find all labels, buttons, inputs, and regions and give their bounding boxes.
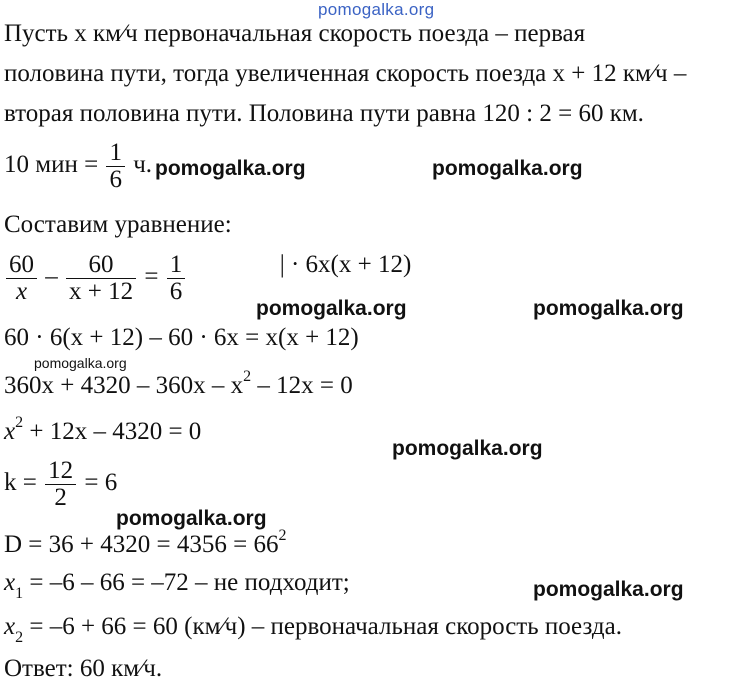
fraction-60-over-x-plus-12 <box>66 252 136 305</box>
watermark[interactable]: pomogalka.org <box>533 297 684 320</box>
numerator: 1 <box>167 252 186 279</box>
numerator: 1 <box>106 140 125 167</box>
x2-var: x <box>4 613 16 640</box>
line-9 <box>4 414 202 450</box>
watermark[interactable]: pomogalka.org <box>392 437 543 460</box>
watermark[interactable]: pomogalka.org <box>256 297 407 320</box>
numerator: 60 <box>6 252 37 279</box>
superscript: 2 <box>243 368 252 385</box>
ten-minutes: 10 мин = <box>4 151 99 179</box>
line-11 <box>4 527 287 563</box>
numerator: 12 <box>45 458 76 485</box>
denominator: x <box>15 278 28 305</box>
line-2: половина пути, тогда увеличенная скорость поезда x + 12 км⁄ч – <box>4 60 687 87</box>
denominator: x + 12 <box>69 278 134 305</box>
line-8-part-a: 360x + 4320 – 360x – x <box>4 372 244 399</box>
line-8 <box>4 368 353 404</box>
superscript: 2 <box>15 414 24 431</box>
equals-sign: = <box>144 263 159 291</box>
fraction-60-over-x <box>6 252 37 305</box>
fraction-12-over-2 <box>45 458 76 511</box>
denominator: 2 <box>54 484 67 511</box>
x2-result: = –6 + 66 = 60 (км⁄ч) – первоначальная скорость поезда. <box>23 613 622 640</box>
multiplier-note: | · 6x(x + 12) <box>279 251 412 279</box>
subscript: 2 <box>15 629 24 646</box>
k-equals: k = <box>4 469 37 497</box>
line-12 <box>4 568 350 601</box>
line-1: Пусть x км⁄ч первоначальная скорость поезда – первая <box>4 20 586 47</box>
line-3: вторая половина пути. Половина пути равна 120 : 2 = 60 км. <box>4 100 644 127</box>
watermark[interactable]: pomogalka.org <box>116 507 267 530</box>
line-7: 60 · 6(x + 12) – 60 · 6x = x(x + 12) <box>4 324 359 351</box>
denominator: 6 <box>169 278 183 305</box>
x1-var: x <box>4 569 16 596</box>
line-9-var: x <box>4 418 16 445</box>
minus-sign: – <box>45 263 58 291</box>
line-4 <box>4 140 152 193</box>
x1-result: = –6 – 66 = –72 – не подходит; <box>23 569 350 596</box>
line-5: Составим уравнение: <box>4 211 232 238</box>
fraction-one-sixth-eq <box>167 252 186 305</box>
line-8-part-b: – 12x = 0 <box>251 372 353 399</box>
discriminant: D = 36 + 4320 = 4356 = 66 <box>4 531 279 558</box>
k-result: = 6 <box>84 469 118 497</box>
fraction-one-sixth <box>106 140 125 193</box>
line-13 <box>4 612 622 645</box>
watermark[interactable]: pomogalka.org <box>432 157 583 180</box>
answer-line: Ответ: 60 км⁄ч. <box>4 655 163 682</box>
subscript: 1 <box>15 585 24 602</box>
superscript: 2 <box>278 527 287 544</box>
hour-unit: ч. <box>133 151 153 179</box>
line-9-part-b: + 12x – 4320 = 0 <box>23 418 202 445</box>
watermark-small[interactable]: pomogalka.org <box>34 355 127 371</box>
watermark[interactable]: pomogalka.org <box>155 157 306 180</box>
watermark-top[interactable]: pomogalka.org <box>318 0 435 19</box>
line-10 <box>4 458 117 511</box>
watermark[interactable]: pomogalka.org <box>533 578 684 601</box>
denominator: 6 <box>109 166 122 193</box>
numerator: 60 <box>66 252 136 279</box>
